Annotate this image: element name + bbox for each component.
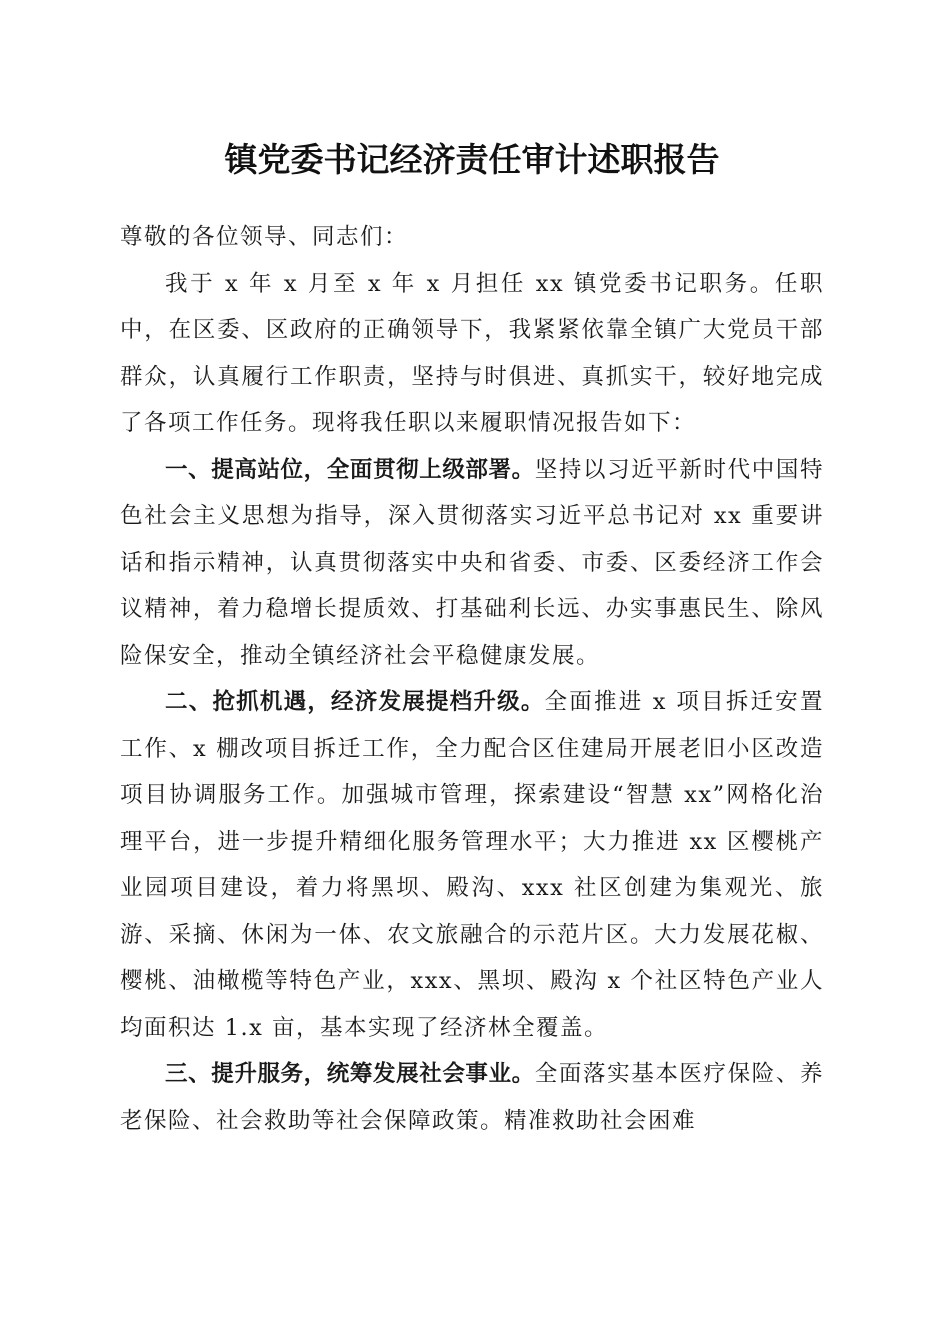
section-heading: 一、提高站位，全面贯彻上级部署。 — [165, 456, 535, 483]
paragraph-text: 坚持以习近平新时代中国特色社会主义思想为指导，深入贯彻落实习近平总书记对 xx 重要讲话和指示精神，认真贯彻落实中央和省委、市委、区委经济工作会议精神，着力稳增长提质效、打基础利长远、办实事惠民生、除风险保安全，推动全镇经济社会平稳健康发展。 — [120, 456, 824, 669]
paragraph-section-3 — [120, 1051, 824, 1144]
paragraph-text: 我于 x 年 x 月至 x 年 x 月担任 xx 镇党委书记职务。任职中，在区委、区政府的正确领导下，我紧紧依靠全镇广大党员干部群众，认真履行工作职责，坚持与时俱进、真抓实干，较好地完成了各项工作任务。现将我任职以来履职情况报告如下： — [120, 270, 824, 436]
paragraph-text: 全面落实基本医疗保险、养老保险、社会救助等社会保障政策。精准救助社会困难 — [120, 1061, 824, 1134]
section-heading: 三、提升服务，统筹发展社会事业。 — [165, 1061, 535, 1087]
section-heading: 二、抢抓机遇，经济发展提档升级。 — [165, 689, 545, 715]
document-title: 镇党委书记经济责任审计述职报告 — [224, 140, 720, 179]
paragraph-intro — [120, 261, 824, 447]
paragraph-section-1 — [120, 447, 824, 680]
paragraph-text: 全面推进 x 项目拆迁安置工作、x 棚改项目拆迁工作，全力配合区住建局开展老旧小区改造项目协调服务工作。加强城市管理，探索建设“智慧 xx”网格化治理平台，进一步提升精细化服务管理水平；大力推进 xx 区樱桃产业园项目建设，着力将黑坝、殿沟、xxx 社区创建为集观光、旅游、采摘、休闲为一体、农文旅融合的示范片区。大力发展花椒、樱桃、油橄榄等特色产业，xxx、黑坝、殿沟 x 个社区特色产业人均面积达 1.x 亩，基本实现了经济林全覆盖。 — [120, 689, 824, 1041]
salutation: 尊敬的各位领导、同志们： — [120, 224, 409, 250]
paragraph-section-2 — [120, 679, 824, 1051]
document-page — [120, 132, 824, 1144]
